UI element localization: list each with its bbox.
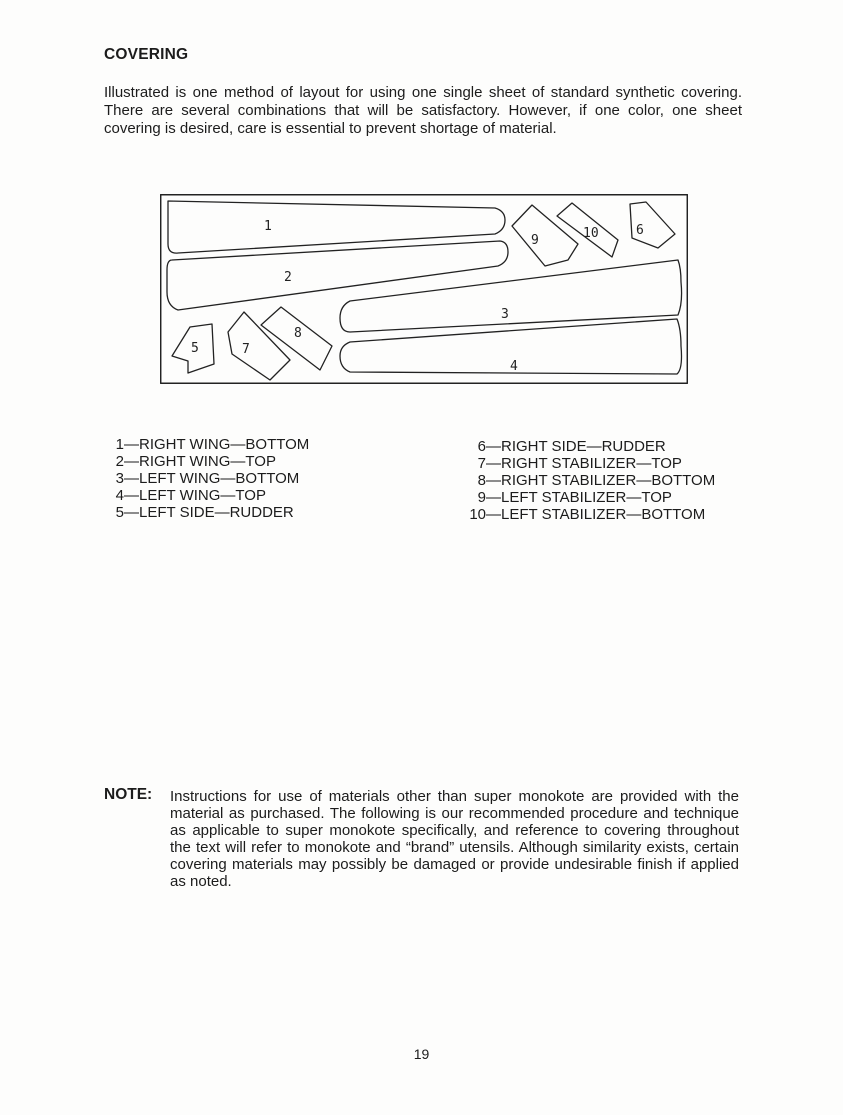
legend-item: 8—RIGHT STABILIZER—BOTTOM [477,472,716,489]
page-number: 19 [413,1046,430,1062]
legend-item: 9—LEFT STABILIZER—TOP [477,489,672,506]
legend-right-column [462,438,715,523]
piece-label-10: 10 [583,226,599,241]
legend-item: 5—LEFT SIDE—RUDDER [115,504,294,521]
legend-item: 10—LEFT STABILIZER—BOTTOM [469,506,706,523]
covering-layout-diagram [160,194,688,386]
legend-item: 2—RIGHT WING—TOP [115,453,276,470]
section-heading: COVERING [104,46,189,63]
piece-label-2: 2 [284,270,292,285]
piece-label-4: 4 [510,359,518,374]
piece-label-5: 5 [191,341,199,356]
piece-label-3: 3 [501,307,509,322]
legend-item: 7—RIGHT STABILIZER—TOP [477,455,682,472]
piece-3-outline [340,260,682,332]
piece-9-outline [512,205,578,266]
legend-item: 3—LEFT WING—BOTTOM [115,470,300,487]
piece-2-outline [167,241,508,310]
intro-paragraph: Illustrated is one method of layout for using one single sheet of standard synthetic covering. There are several combinations that will be satisfactory. However, if one color, one sheet covering is desired, care is essential to prevent shortage of material. [104,84,742,137]
covering-sheet-border [161,195,688,384]
note-label: NOTE: [104,786,153,803]
piece-label-9: 9 [531,233,539,248]
piece-label-7: 7 [242,342,250,357]
piece-7-outline [228,312,290,380]
piece-label-8: 8 [294,326,302,341]
legend-item: 1—RIGHT WING—BOTTOM [115,436,310,453]
legend-item: 4—LEFT WING—TOP [115,487,266,504]
piece-1-outline [168,201,505,253]
legend-left-column [114,436,309,521]
piece-label-6: 6 [636,223,644,238]
note-text: Instructions for use of materials other than super monokote are provided with the material as purchased. The following is our recommended procedure and technique as applicable to super monokote specifically, and reference to covering throughout the text will refer to monokote and “brand” utensils. Although similarity exists, certain covering materials may possibly be damaged or provide undesirable finish if applied as noted. [170,788,739,890]
legend-item: 6—RIGHT SIDE—RUDDER [477,438,666,455]
piece-label-1: 1 [264,219,272,234]
